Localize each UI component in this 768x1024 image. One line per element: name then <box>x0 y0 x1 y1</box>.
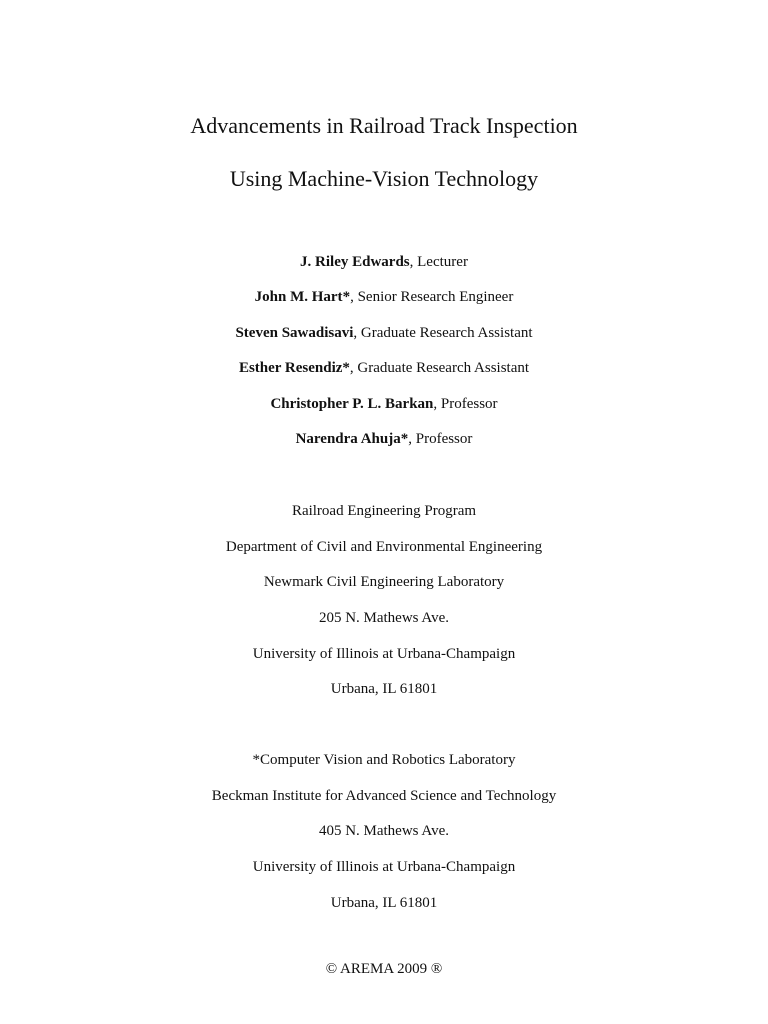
author-line <box>0 255 768 270</box>
affiliation-line: 205 N. Mathews Ave. <box>318 610 450 626</box>
affiliation-line: 405 N. Mathews Ave. <box>318 823 450 839</box>
author-line <box>0 326 768 341</box>
affiliation-line: Newmark Civil Engineering Laboratory <box>263 574 505 590</box>
author-name: Christopher P. L. Barkan <box>270 396 434 412</box>
author-name: Narendra Ahuja <box>295 431 401 447</box>
copyright-notice: © AREMA 2009 ® <box>325 961 443 977</box>
author-role: , Professor <box>408 431 473 447</box>
author-line <box>0 290 768 305</box>
author-role: , Senior Research Engineer <box>350 289 514 305</box>
affiliation-line: University of Illinois at Urbana-Champaign <box>252 646 516 662</box>
affiliation-line: Urbana, IL 61801 <box>330 681 438 697</box>
author-role: , Graduate Research Assistant <box>349 360 530 376</box>
author-name: Steven Sawadisavi <box>235 325 354 341</box>
author-line <box>0 361 768 376</box>
author-marker: * <box>400 431 409 447</box>
affiliation-line: Urbana, IL 61801 <box>330 895 438 911</box>
author-name: J. Riley Edwards <box>300 254 410 270</box>
affiliation-line: Railroad Engineering Program <box>291 503 477 519</box>
affiliation-line: Beckman Institute for Advanced Science and Technology <box>211 788 557 804</box>
author-role: , Graduate Research Assistant <box>353 325 533 341</box>
paper-title-line-2: Using Machine-Vision Technology <box>229 166 539 191</box>
author-role: , Professor <box>433 396 498 412</box>
author-name: John M. Hart <box>254 289 343 305</box>
author-line <box>0 397 768 412</box>
paper-title-line-1: Advancements in Railroad Track Inspection <box>190 113 578 138</box>
author-role: , Lecturer <box>409 254 468 270</box>
affiliation-line: Department of Civil and Environmental Engineering <box>225 539 543 555</box>
affiliation-line: *Computer Vision and Robotics Laboratory <box>252 752 516 768</box>
affiliation-line: University of Illinois at Urbana-Champaign <box>252 859 516 875</box>
author-name: Esther Resendiz <box>238 360 343 376</box>
author-line <box>0 432 768 447</box>
author-marker: * <box>342 289 351 305</box>
author-marker: * <box>342 360 350 376</box>
